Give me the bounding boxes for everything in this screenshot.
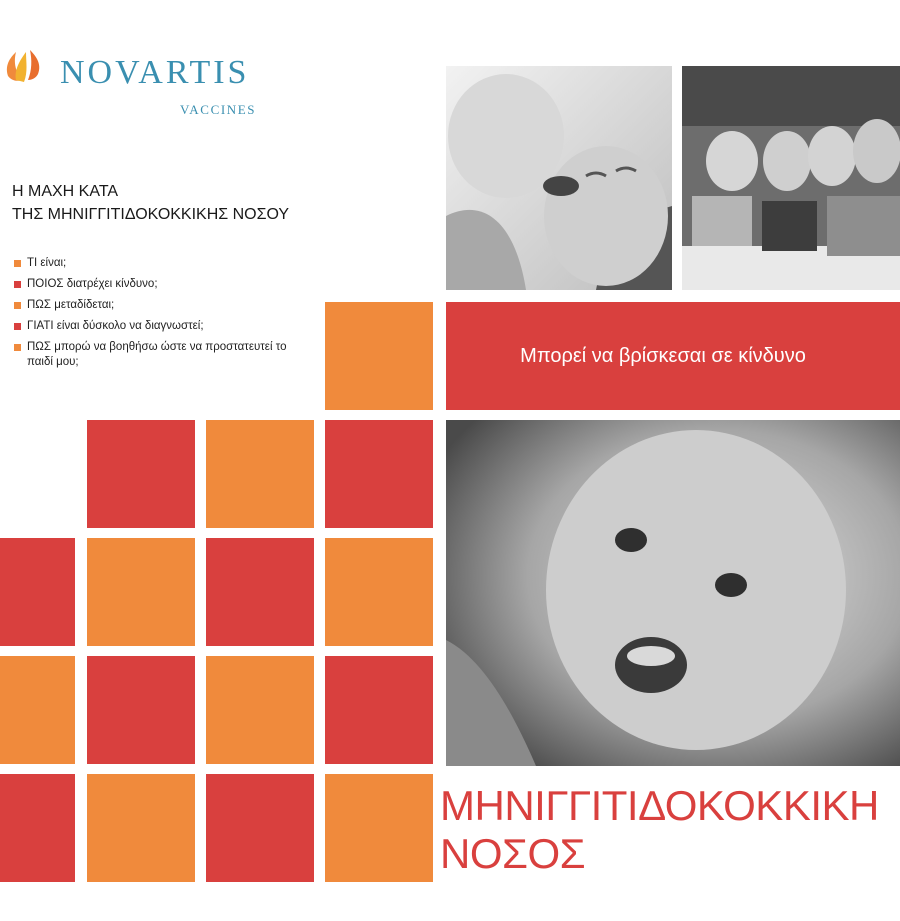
title-line-2: ΝΟΣΟΣ [440, 830, 586, 877]
list-item [14, 319, 314, 334]
mother-baby-photo [446, 66, 672, 290]
decor-square-orange [0, 656, 75, 764]
page-heading [12, 180, 432, 226]
novartis-logo [0, 40, 300, 130]
decor-square-orange [87, 774, 195, 882]
list-item [14, 298, 314, 313]
decor-square-orange [206, 420, 314, 528]
decor-square-red [206, 774, 314, 882]
brand-name: NOVARTIS [60, 54, 250, 91]
decor-square-red [206, 538, 314, 646]
decor-square-red [87, 420, 195, 528]
decor-square-orange [325, 538, 433, 646]
children-photo [682, 66, 900, 290]
novartis-flame-icon [2, 46, 46, 90]
decor-square-red [0, 774, 75, 882]
decor-square-orange [325, 302, 433, 410]
list-item [14, 256, 314, 271]
bullet-square-icon [14, 344, 21, 351]
question-text: ΤΙ είναι; [27, 257, 67, 269]
list-item [14, 340, 314, 370]
question-text: ΓΙΑΤΙ είναι δύσκολο να διαγνωστεί; [27, 320, 204, 332]
title-line-1: ΜΗΝΙΓΓΙΤΙΔΟΚΟΚΚΙΚΗ [440, 782, 879, 829]
risk-banner [446, 302, 900, 410]
heading-line-1: Η ΜΑΧΗ ΚΑΤΑ [12, 183, 119, 200]
question-text: ΠΩΣ μεταδίδεται; [27, 299, 115, 311]
list-item [14, 277, 314, 292]
decor-square-orange [87, 538, 195, 646]
bullet-square-icon [14, 281, 21, 288]
question-list [14, 256, 314, 376]
bullet-square-icon [14, 323, 21, 330]
baby-photo [446, 420, 900, 766]
decor-square-red [0, 538, 75, 646]
banner-text: Μπορεί να βρίσκεσαι σε κίνδυνο [520, 344, 806, 367]
question-text: ΠΩΣ μπορώ να βοηθήσω ώστε να προστατευτεί το παιδί μου; [27, 341, 287, 368]
bullet-square-icon [14, 260, 21, 267]
decor-square-red [325, 656, 433, 764]
page-title [440, 782, 900, 878]
decor-square-red [87, 656, 195, 764]
brand-division: VACCINES [180, 102, 257, 117]
decor-square-orange [206, 656, 314, 764]
heading-line-2: ΤΗΣ ΜΗΝΙΓΓΙΤΙΔΟΚΟΚΚΙΚΗΣ ΝΟΣΟΥ [12, 206, 290, 223]
decor-square-orange [325, 774, 433, 882]
decor-square-red [325, 420, 433, 528]
bullet-square-icon [14, 302, 21, 309]
question-text: ΠΟΙΟΣ διατρέχει κίνδυνο; [27, 278, 158, 290]
